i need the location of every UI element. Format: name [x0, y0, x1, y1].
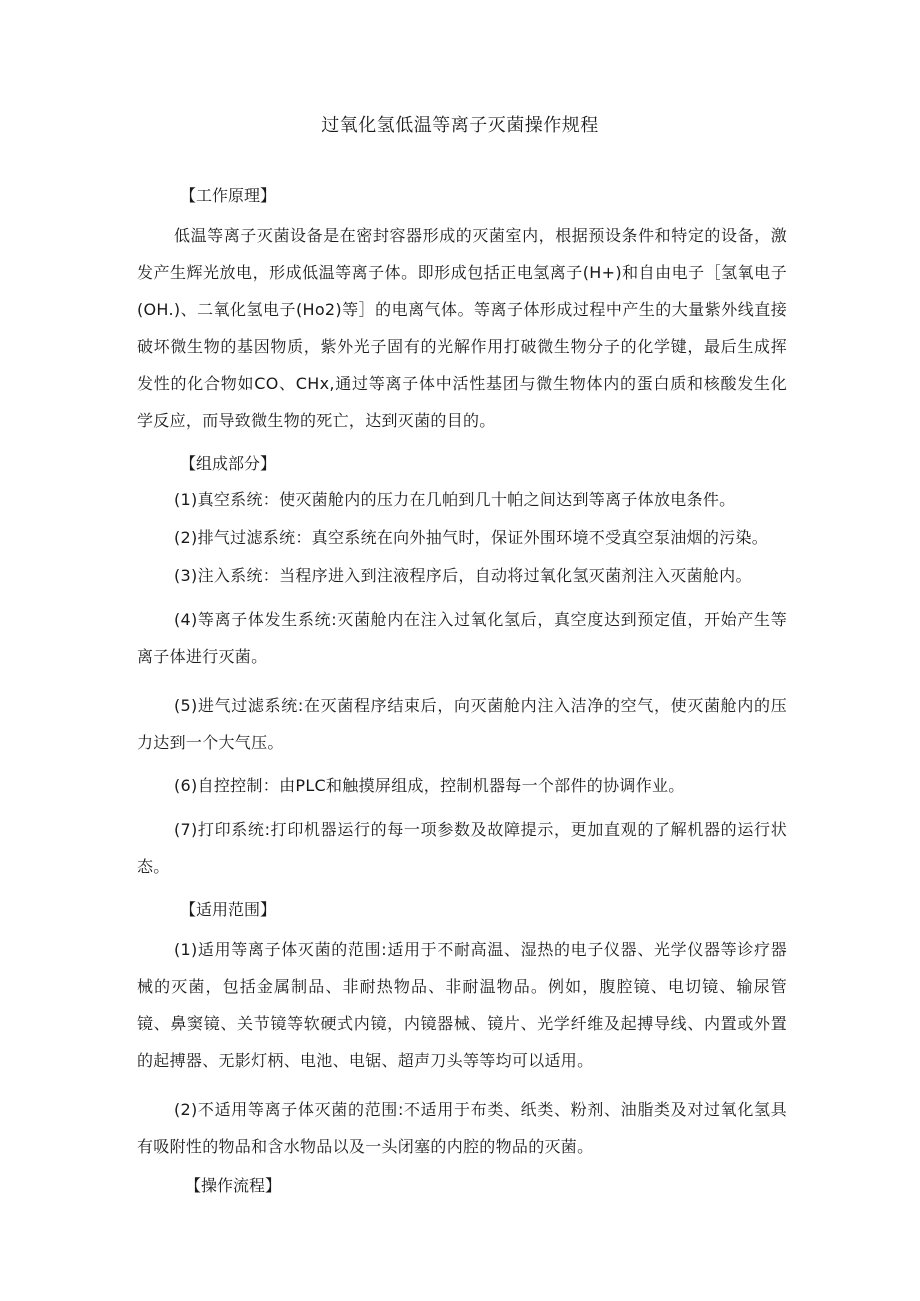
component-item: (1)真空系统：使灭菌舱内的压力在几帕到几十帕之间达到等离子体放电条件。 [174, 490, 736, 509]
principle-paragraph: 低温等离子灭菌设备是在密封容器形成的灭菌室内，根据预设条件和特定的设备，激发产生辉光放电，形成低温等离子体。即形成包括正电氢离子(H+)和自由电子［氢氧电子(OH.)、二氧化氢电子(Ho2)等］的电离气体。等离子体形成过程中产生的大量紫外线直接破坏微生物的基因物质，紫外光子固有的光解作用打破微生物分子的化学键，最后生成挥发性的化合物如CO、CHx,通过等离子体中活性基团与微生物体内的蛋白质和核酸发生化学反应，而导致微生物的死亡，达到灭菌的目的。 [137, 226, 787, 430]
section-heading-principle: 【工作原理】 [180, 186, 277, 205]
component-item: (6)自控控制：由PLC和触摸屏组成，控制机器每一个部件的协调作业。 [174, 776, 685, 795]
component-item: (3)注入系统：当程序进入到注液程序后，自动将过氧化氢灭菌剂注入灭菌舱内。 [174, 566, 752, 585]
component-item: (7)打印系统:打印机器运行的每一项参数及故障提示，更加直观的了解机器的运行状态。 [137, 820, 787, 876]
component-item: (5)进气过滤系统:在灭菌程序结束后，向灭菌舱内注入洁净的空气，使灭菌舱内的压力达到一个大气压。 [137, 696, 787, 752]
scope-item: (2)不适用等离子体灭菌的范围:不适用于布类、纸类、粉剂、油脂类及对过氧化氢具有吸附性的物品和含水物品以及一头闭塞的内腔的物品的灭菌。 [137, 1100, 787, 1156]
section-heading-scope: 【适用范围】 [180, 900, 277, 919]
scope-item: (1)适用等离子体灭菌的范围:适用于不耐高温、湿热的电子仪器、光学仪器等诊疗器械的灭菌，包括金属制品、非耐热物品、非耐温物品。例如，腹腔镜、电切镜、输尿管镜、鼻窦镜、关节镜等软硬式内镜，内镜器械、镜片、光学纤维及起搏导线、内置或外置的起搏器、无影灯柄、电池、电锯、超声刀头等等均可以适用。 [137, 940, 787, 1070]
component-item: (2)排气过滤系统：真空系统在向外抽气时，保证外围环境不受真空泵油烟的污染。 [174, 528, 769, 547]
document-title: 过氧化氢低温等离子灭菌操作规程 [321, 115, 599, 136]
section-heading-procedure: 【操作流程】 [185, 1176, 282, 1195]
section-heading-components: 【组成部分】 [180, 454, 277, 473]
document-body [137, 183, 787, 1199]
component-item: (4)等离子体发生系统:灭菌舱内在注入过氧化氢后，真空度达到预定值，开始产生等离子体进行灭菌。 [137, 610, 787, 666]
